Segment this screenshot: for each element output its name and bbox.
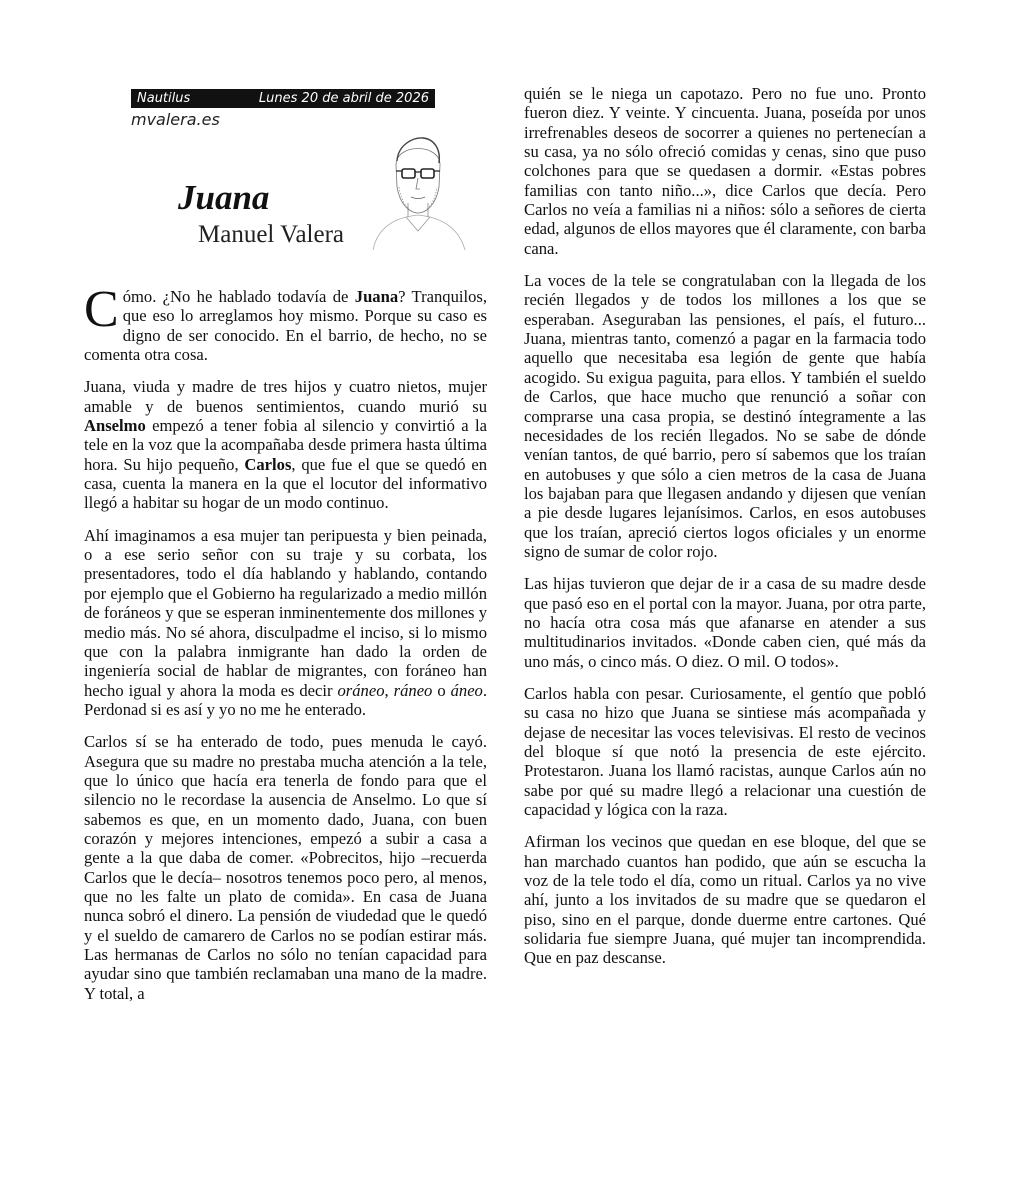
- paragraph: Las hijas tuvieron que dejar de ir a casa de su madre desde que pasó eso en el portal con la mayor. Juana, por otra parte, no hacía otra cosa más que afanarse en atender a sus multitudinarios invitados. «Donde caben cien, qué más da uno más, o cinco más. O diez. O mil. O todos».: [524, 574, 926, 671]
- paragraph: La voces de la tele se congratulaban con la llegada de los recién llegados y de todos los millones a los que se esperaban. Aseguraban las pensiones, el país, el futuro... Juana, mientras tanto, comenzó a pagar en la farmacia todo aquello que necesitaba esa legión de gente que había acogido. Su exigua paguita, para ellos. Y también el sueldo de Carlos, que hace mucho que renunció a soñar con comprarse una casa propia, se destinó íntegramente a las necesidades de los recién llegados. No se sabe de dónde venían tantos, de qué barrio, pero sí sabemos que los traían en autobuses y que sólo a cien metros de la casa de Juana los bajaban para que llegasen andando y dijesen que venían a pie desde lugares lejanísimos. Carlos, en esos autobuses que los traían, apreció ciertos logos oficiales y un enorme signo de sumar de color rojo.: [524, 271, 926, 561]
- website-label: mvalera.es: [131, 110, 220, 129]
- paragraph: Juana, viuda y madre de tres hijos y cuatro nietos, mujer amable y de buenos sentimientos, cuando murió su Anselmo empezó a tener fobia al silencio y convirtió a la tele en la voz que la acompañaba desde primera hasta última hora. Su hijo pequeño, Carlos, que fue el que se quedó en casa, cuenta la manera en la que el locutor del informativo llegó a habitar su hogar de un modo continuo.: [84, 377, 487, 513]
- paragraph: Cómo. ¿No he hablado todavía de Juana? Tranquilos, que eso lo arreglamos hoy mismo. Porque su caso es digno de ser conocido. En el barrio, de hecho, no se comenta otra cosa.: [84, 281, 487, 365]
- paragraph: quién se le niega un capotazo. Pero no fue uno. Pronto fueron diez. Y veinte. Y cincuenta. Juana, poseída por unos irrefrenables deseos de socorrer a quienes no pertenecían a su casa, ya no sólo ofreció comidas y cenas, sino que puso colchones para que se quedasen a dormir. «Estas pobres familias con tanto niño...», dice Carlos que decía. Pero Carlos no veía a familias ni a niños: sólo a señores de cierta edad, algunos de ellos mayores que él claramente, con barba cana.: [524, 84, 926, 258]
- publication-date: Lunes 20 de abril de 2026: [258, 91, 429, 106]
- publication-name: Nautilus: [137, 91, 191, 106]
- paragraph: Carlos sí se ha enterado de todo, pues menuda le cayó. Asegura que su madre no prestaba mucha atención a la tele, que lo único que hacía era tenerla de fondo para que el silencio no le recordase la ausencia de Anselmo. Lo que sí sabemos es que, en un momento dado, Juana, con buen corazón y mejores intenciones, empezó a subir a casa a gente a la que daba de comer. «Pobrecitos, hijo –recuerda Carlos que le decía– nosotros tenemos poco pero, al menos, que no les falte un plato de comida». En casa de Juana nunca sobró el dinero. La pensión de viudedad que le quedó y el sueldo de camarero de Carlos no se podían estirar más. Las hermanas de Carlos no sólo no tenían capacidad para ayudar sino que también reclamaban una mano de la madre. Y total, a: [84, 732, 487, 1003]
- author-name: Manuel Valera: [198, 221, 345, 248]
- paragraph: Afirman los vecinos que quedan en ese bloque, del que se han marchado cuantos han podido, que aún se escucha la voz de la tele todo el día, como un ritual. Carlos ya no vive ahí, junto a los invitados de su madre que se quedaron el piso, sino en el parque, donde duerme entre cartones. Qué solidaria fue siempre Juana, qué mujer tan incomprendida. Que en paz descanse.: [524, 832, 926, 968]
- drop-cap: C: [84, 281, 119, 338]
- article-title: Juana: [178, 178, 270, 217]
- masthead-bar: [131, 89, 435, 108]
- author-portrait: [368, 125, 468, 250]
- right-column: [524, 84, 926, 981]
- paragraph: Carlos habla con pesar. Curiosamente, el gentío que pobló su casa no hizo que Juana se sintiese más acompañada y dejase de necesitar las voces televisivas. El resto de vecinos del bloque sí que notó la presencia de este ejército. Protestaron. Juana los llamó racistas, aunque Carlos aún no sabe por qué su madre llegó a relacionar una cuestión de capacidad y lógica con la raza.: [524, 683, 926, 820]
- paragraph: Ahí imaginamos a esa mujer tan peripuesta y bien peinada, o a ese serio señor con su traje y su corbata, los presentadores, todo el día hablando y hablando, contando por ejemplo que el Gobierno ha regularizado a medio millón de foráneos y que se esperan inminentemente dos millones y medio más. No sé ahora, disculpadme el inciso, si lo mismo que con la palabra inmigrante han dado la orden de ingeniería social de hablar de migrantes, con foráneo han hecho igual y ahora la moda es decir oráneo, ráneo o áneo. Perdonad si es así y yo no me he enterado.: [84, 525, 488, 719]
- left-column: [84, 281, 488, 1016]
